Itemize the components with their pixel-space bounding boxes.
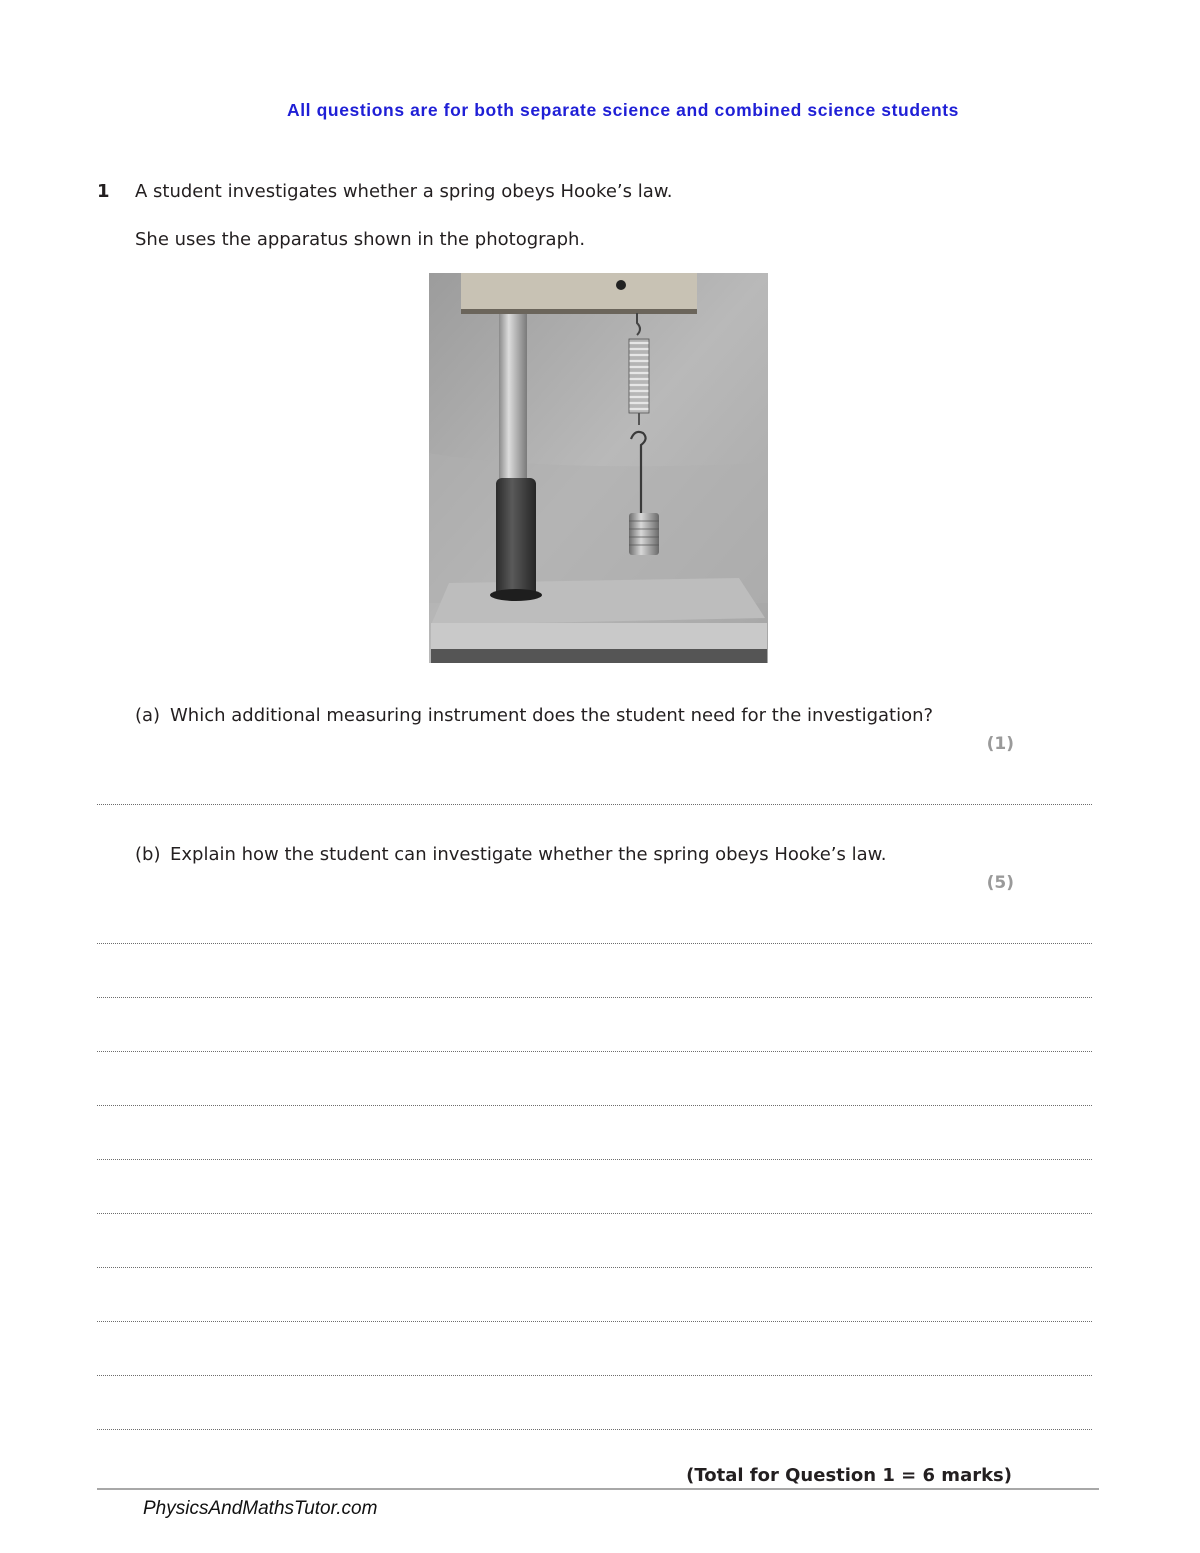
question-stem-line-1: A student investigates whether a spring obeys Hooke’s law. (135, 181, 673, 202)
part-a-text: Which additional measuring instrument does the student need for the investigation? (170, 705, 934, 726)
part-b-marks: (5) (986, 873, 1014, 893)
section-banner: All questions are for both separate science and combined science students (286, 100, 960, 120)
answer-line-b[interactable] (97, 1267, 1092, 1268)
answer-line-b[interactable] (97, 1213, 1092, 1214)
answer-line-b[interactable] (97, 997, 1092, 998)
answer-line-a[interactable] (97, 804, 1092, 805)
answer-line-b[interactable] (97, 1429, 1092, 1430)
answer-line-b[interactable] (97, 1051, 1092, 1052)
part-b-label: (b) (135, 844, 161, 865)
answer-line-b[interactable] (97, 1105, 1092, 1106)
question-stem-line-2: She uses the apparatus shown in the photograph. (135, 229, 586, 250)
answer-line-b[interactable] (97, 943, 1092, 944)
part-a-marks: (1) (986, 734, 1014, 754)
answer-line-b[interactable] (97, 1375, 1092, 1376)
answer-line-b[interactable] (97, 1321, 1092, 1322)
answer-line-b[interactable] (97, 1159, 1092, 1160)
apparatus-photo (429, 273, 768, 663)
part-b-text: Explain how the student can investigate whether the spring obeys Hooke’s law. (170, 844, 887, 865)
question-number: 1 (97, 181, 110, 202)
footer-site: PhysicsAndMathsTutor.com (143, 1498, 378, 1519)
part-a-label: (a) (135, 705, 161, 726)
question-total: (Total for Question 1 = 6 marks) (686, 1465, 1012, 1486)
footer-divider (97, 1488, 1099, 1490)
